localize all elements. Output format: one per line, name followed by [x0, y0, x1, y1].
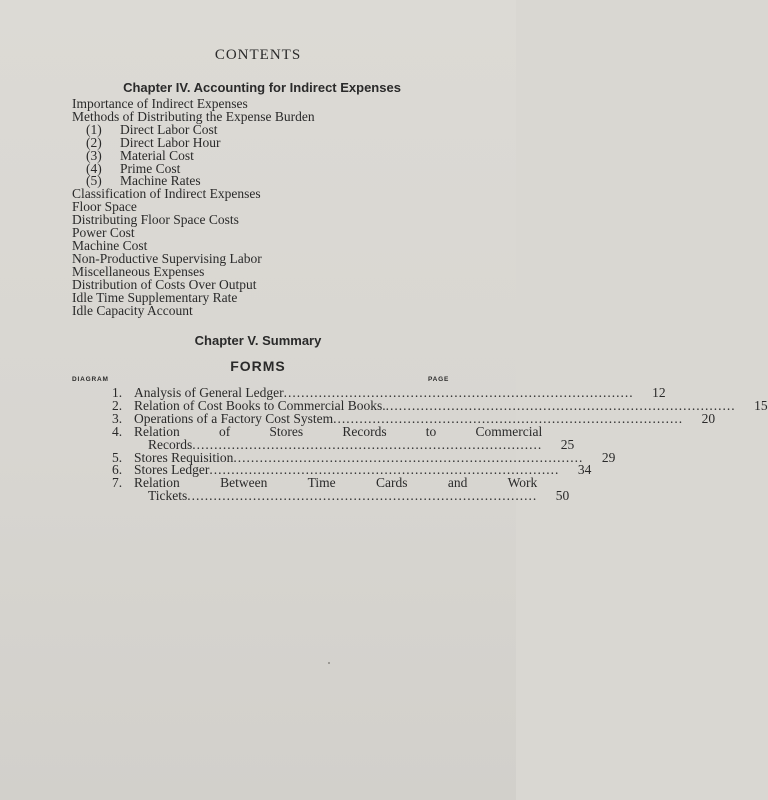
topic-text: Idle Time Supplementary Rate [72, 289, 238, 305]
form-title-continuation: Tickets [148, 488, 188, 504]
topic-text: Machine Rates [120, 173, 201, 189]
form-entry [112, 475, 570, 504]
form-number: 3. [112, 410, 123, 426]
leader-dots [187, 490, 537, 503]
chapter-v-heading: Chapter V. Summary [194, 333, 322, 348]
topic-text: Distribution of Costs Over Output [72, 276, 257, 292]
form-page-number: 50 [555, 488, 570, 504]
forms-list [112, 385, 768, 504]
form-page-number: 20 [701, 410, 716, 426]
paper-speck [328, 662, 330, 664]
topic-text: Distributing Floor Space Costs [72, 212, 239, 228]
topic-text: Classification of Indirect Expenses [72, 186, 261, 202]
topic-text: Non-Productive Supervising Labor [72, 250, 262, 266]
page-column-header: PAGE [428, 376, 450, 383]
form-title-continuation: Records [148, 436, 193, 452]
topic-text: Machine Cost [72, 237, 148, 253]
topic-item [72, 302, 315, 318]
form-page-number: 12 [652, 385, 666, 400]
form-number: 1. [112, 385, 123, 400]
topic-number: (5) [86, 173, 102, 189]
form-page-number: 25 [560, 436, 575, 452]
topic-number: (4) [86, 160, 102, 176]
topic-number: (3) [86, 147, 102, 163]
topic-text: Miscellaneous Expenses [72, 263, 205, 279]
form-title: Relation of Stores Records to Commercial [134, 423, 543, 439]
form-page-number: 34 [577, 462, 592, 478]
form-title: Stores Ledger [134, 462, 210, 478]
form-title: Relation of Cost Books to Commercial Books. [134, 397, 386, 413]
topic-number: (1) [86, 121, 102, 137]
chapter-iv-topic-list [72, 98, 315, 317]
topic-text: Material Cost [120, 147, 194, 163]
topic-text: Prime Cost [120, 160, 181, 176]
topic-text: Floor Space [72, 199, 137, 215]
form-number: 5. [112, 449, 123, 465]
chapter-iv-heading: Chapter IV. Accounting for Indirect Expenses [123, 80, 401, 95]
form-number: 6. [112, 462, 123, 478]
topic-text: Direct Labor Cost [120, 121, 218, 137]
topic-text: Idle Capacity Account [72, 302, 193, 318]
form-title: Stores Requisition [134, 449, 234, 465]
form-number: 2. [112, 397, 123, 413]
diagram-column-header: DIAGRAM [72, 376, 109, 383]
form-page-number: 15 [754, 397, 768, 413]
topic-text: Methods of Distributing the Expense Burden [72, 108, 315, 124]
topic-number: (2) [86, 134, 102, 150]
forms-heading: FORMS [230, 358, 286, 374]
form-title: Analysis of General Ledger [134, 385, 284, 400]
form-number: 4. [112, 423, 123, 439]
form-title: Operations of a Factory Cost System [134, 410, 334, 426]
form-number: 7. [112, 475, 123, 491]
form-page-number: 29 [601, 449, 616, 465]
running-head: CONTENTS [214, 47, 302, 63]
topic-text: Direct Labor Hour [120, 134, 221, 150]
form-title: Relation Between Time Cards and Work [134, 475, 538, 491]
topic-text: Power Cost [72, 225, 135, 241]
topic-text: Importance of Indirect Expenses [72, 96, 248, 111]
topic-item [72, 147, 315, 163]
form-entry [112, 423, 575, 452]
